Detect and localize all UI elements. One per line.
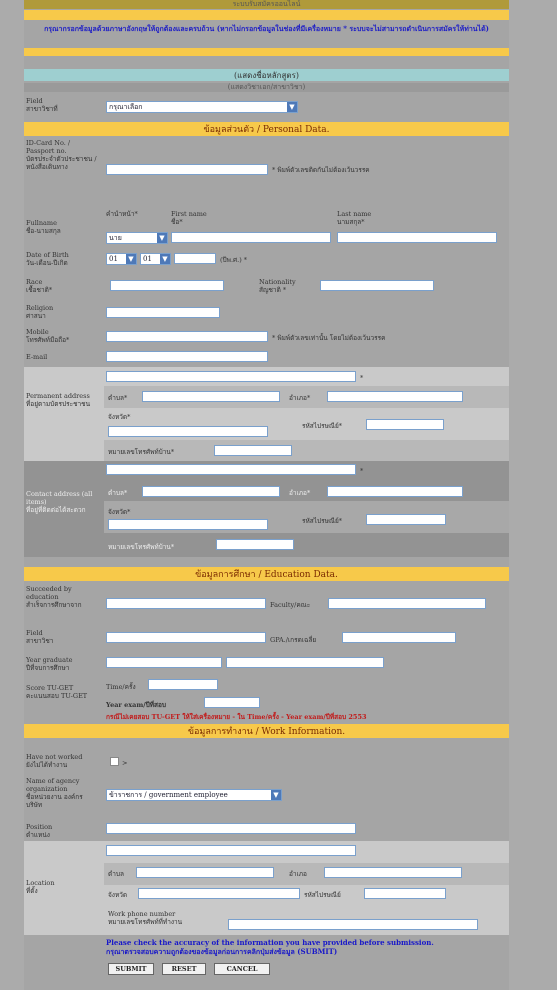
permanent-zip-input[interactable] [366,419,444,430]
instruction-note: กรุณากรอกข้อมูลด้วยภาษาอังกฤษให้ถูกต้องและครบถ้วน (หากไม่กรอกข้อมูลในช่องที่มีเครื่องหมาย * ระบบจะไม่สามารถดำเนินการสมัครให้ท่านได้) [44,24,489,33]
fullname-label: Fullname ชื่อ-นามสกุล [26,219,61,235]
idcard-input[interactable] [106,164,268,175]
worked-label: Have not worked ยังไม่ได้ทำงาน [26,753,83,769]
mobile-input[interactable] [106,331,268,342]
race-input[interactable] [110,280,224,291]
field-select[interactable]: กรุณาเลือก ▼ [106,101,298,113]
contact-district-label: ตำบล* [108,489,128,497]
tuget-note: กรณีไม่เคยสอบ TU-GET ให้ใส่เครื่องหมาย - ใน Time/ครั้ง - Year exam/ปีที่สอบ 2553 [106,713,367,721]
chevron-down-icon: ▼ [157,233,167,243]
field-label: Field สาขาวิชาที่ [26,97,58,113]
yearexam-label: Year exam/ปีที่สอบ [106,701,166,709]
dob-label: Date of Birth วัน-เดือน-ปีเกิด [26,251,69,267]
submit-button[interactable]: SUBMIT [108,963,154,975]
application-form [24,0,509,990]
idcard-note: * พิมพ์ตัวเลขติดกันไม่ต้องเว้นวรรค [272,166,370,174]
checkbox-marker: > [122,759,128,767]
religion-input[interactable] [106,307,220,318]
dob-day-select[interactable]: 01 ▼ [106,253,137,265]
year-grad-input[interactable] [106,657,222,668]
gpa-label: GPA./เกรดเฉลี่ย [270,636,317,644]
location-label: Location ที่ตั้ง [26,879,55,895]
score-label: Score TU-GET คะแนนสอบ TU-GET [26,684,88,700]
yearexam-input[interactable] [204,697,260,708]
lastname-input[interactable] [337,232,497,243]
contact-zip-label: รหัสไปรษณีย์* [302,517,343,525]
chevron-down-icon: ▼ [287,102,297,112]
position-label: Position ตำแหน่ง [26,823,53,839]
work-province-label: จังหวัด [108,891,128,899]
race-label: Race เชื้อชาติ* [26,278,53,294]
year-grad-label: Year graduate ปีที่จบการศึกษา [26,656,73,672]
work-district-label: ตำบล [108,870,124,878]
times-input[interactable] [148,679,218,690]
work-phone-input[interactable] [228,919,478,930]
gold-divider [24,48,509,56]
nationality-label: Nationality สัญชาติ * [259,278,296,294]
required-mark: * [360,467,364,475]
agency-label: Name of agency organization ชื่อหน่วยงาน องค์กร บริษัท [26,777,83,809]
permanent-address-input[interactable] [106,371,356,382]
firstname-label: First name ชื่อ* [171,210,207,226]
faculty-label: Faculty/คณะ [270,601,311,609]
contact-address-input[interactable] [106,464,356,475]
work-zip-label: รหัสไปรษณีย์ [304,891,341,899]
permanent-phone-label: หมายเลขโทรศัพท์บ้าน* [108,448,175,456]
mobile-note: * พิมพ์ตัวเลขเท่านั้น โดยไม่ต้องเว้นวรรค [272,334,386,342]
edu-field-input[interactable] [106,632,266,643]
contact-amphoe-label: อำเภอ* [289,489,311,497]
education-heading: ข้อมูลการศึกษา / Education Data. [24,567,509,581]
times-label: Time/ครั้ง [106,683,136,691]
work-province-input[interactable] [138,888,300,899]
agency-select[interactable]: ข้าราชการ / government employee ▼ [106,789,282,801]
page-title: ระบบรับสมัครออนไลน์ [24,0,509,9]
edu-field-label: Field สาขาวิชา [26,629,54,645]
program-name: (แสดงชื่อหลักสูตร) [24,69,509,81]
required-mark: * [360,374,364,382]
gpa-input[interactable] [342,632,456,643]
not-worked-checkbox[interactable] [110,757,119,766]
lastname-label: Last name นามสกุล* [337,210,372,226]
location-input[interactable] [106,845,356,856]
permanent-zip-label: รหัสไปรษณีย์* [302,422,343,430]
nationality-input[interactable] [320,280,434,291]
title-label: คำนำหน้า* [106,210,138,218]
contact-province-label: จังหวัด* [108,508,131,516]
permanent-phone-input[interactable] [214,445,292,456]
permanent-district-label: ตำบล* [108,394,128,402]
gold-strip [24,10,509,20]
contact-phone-label: หมายเลขโทรศัพท์บ้าน* [108,543,175,551]
chevron-down-icon: ▼ [271,790,281,800]
faculty-input[interactable] [328,598,486,609]
email-input[interactable] [106,351,268,362]
permanent-district-input[interactable] [142,391,280,402]
religion-label: Religion ศาสนา [26,304,54,320]
degree-input[interactable] [106,598,266,609]
personal-heading: ข้อมูลส่วนตัว / Personal Data. [24,122,509,136]
contact-province-input[interactable] [108,519,268,530]
permanent-amphoe-label: อำเภอ* [289,394,311,402]
work-phone-label: Work phone number หมายเลขโทรศัพท์ที่ทำงาน [108,910,183,926]
permanent-amphoe-input[interactable] [327,391,463,402]
work-zip-input[interactable] [364,888,446,899]
degree-label: Succeeded by education สำเร็จการศึกษาจาก [26,585,82,609]
major-name: (แสดงวิชาเอก/สาขาวิชา) [24,83,509,92]
work-amphoe-input[interactable] [324,867,462,878]
year-grad-extra-input[interactable] [226,657,384,668]
contact-district-input[interactable] [142,486,280,497]
permanent-province-input[interactable] [108,426,268,437]
permanent-address-label: Permanent address ที่อยู่ตามบัตรประชาชน [26,392,91,408]
permanent-province-label: จังหวัด* [108,413,131,421]
chevron-down-icon: ▼ [126,254,136,264]
contact-phone-input[interactable] [216,539,294,550]
contact-address-label: Contact address (all items) ที่อยู่ที่ติดต่อได้สะดวก [26,490,93,514]
work-district-input[interactable] [136,867,274,878]
cancel-button[interactable]: CANCEL [214,963,270,975]
title-select[interactable]: นาย ▼ [106,232,168,244]
chevron-down-icon: ▼ [160,254,170,264]
reset-button[interactable]: RESET [162,963,206,975]
dob-month-select[interactable]: 01 ▼ [140,253,171,265]
dob-year-input[interactable] [174,253,216,264]
idcard-label: ID-Card No. / Passport no. บัตรประจำตัวประชาชน / หนังสือเดินทาง [26,139,97,171]
position-input[interactable] [106,823,356,834]
work-amphoe-label: อำเภอ [289,870,307,878]
contact-amphoe-input[interactable] [327,486,463,497]
dob-year-note: (ปีพ.ศ.) * [220,256,248,264]
contact-zip-input[interactable] [366,514,446,525]
email-label: E-mail [26,353,48,361]
mobile-label: Mobile โทรศัพท์มือถือ* [26,328,70,344]
work-heading: ข้อมูลการทำงาน / Work Information. [24,724,509,738]
check-accuracy-note: Please check the accuracy of the information you have provided before submission. กรุณาตรวจสอบความถูกต้องของข้อมูลก่อนการคลิกปุ่มส่งข้อมูล (SUBMIT) [106,938,434,956]
firstname-input[interactable] [171,232,331,243]
